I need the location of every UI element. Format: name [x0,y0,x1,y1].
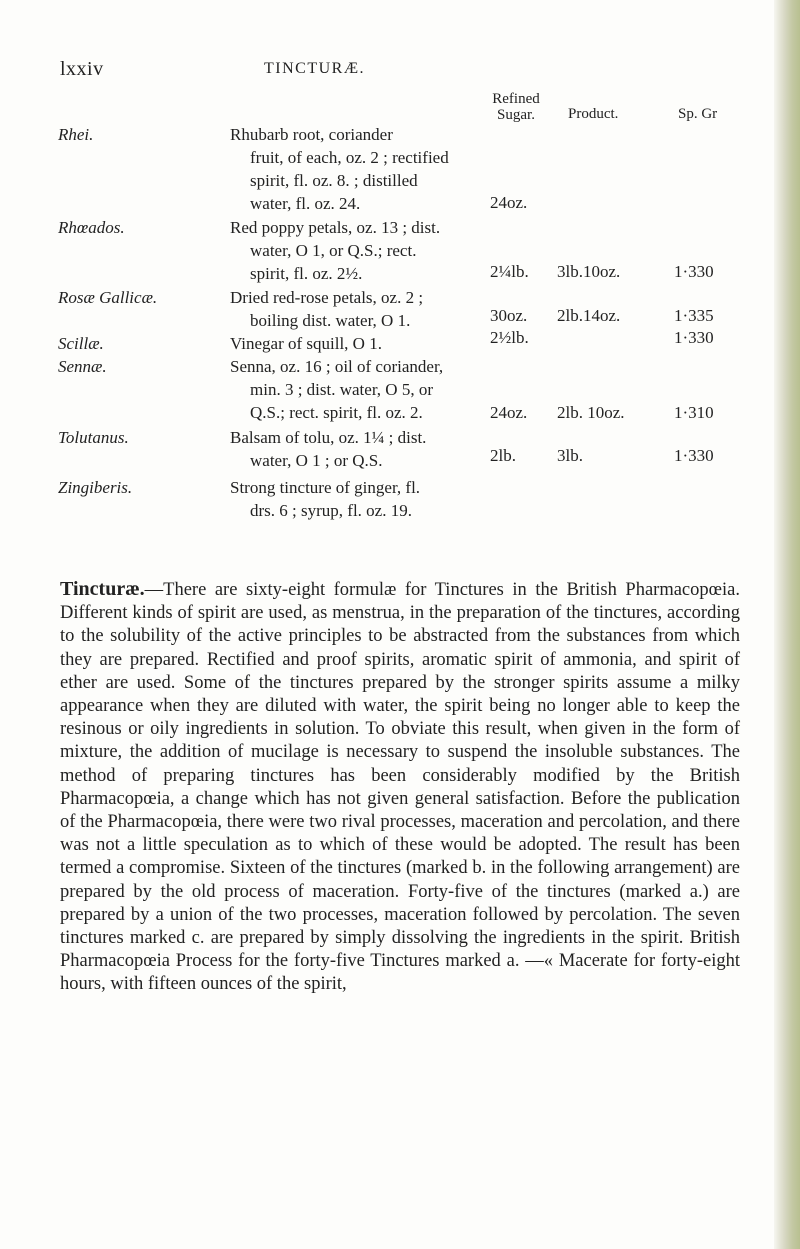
cell-sugar-rosae-gallicae: 30oz. [490,306,528,325]
row-desc-line: Q.S.; rect. spirit, fl. oz. 2. [250,403,423,422]
row-desc-rosae-gallicae [230,286,485,332]
column-header-refined-line2: Sugar. [497,107,535,123]
cell-sugar-rhoeados: 2¼lb. [490,262,529,281]
row-desc-line: spirit, fl. oz. 8. ; distilled [250,171,418,190]
cell-product-sennae: 2lb. 10oz. [557,403,625,422]
cell-spgr-rhoeados: 1·330 [674,262,714,281]
page-number: lxxiv [60,58,104,80]
row-desc-line: Rhubarb root, coriander [230,125,393,144]
column-header-product: Product. [568,106,619,122]
row-desc-line: water, O 1 ; or Q.S. [250,451,383,470]
cell-product-rosae-gallicae: 2lb.14oz. [557,306,621,325]
row-desc-line: Strong tincture of ginger, fl. [230,478,421,497]
row-desc-line: drs. 6 ; syrup, fl. oz. 19. [250,501,412,520]
row-label-sennae: Sennæ. [58,357,107,376]
column-header-refined-sugar [483,91,549,123]
cell-sugar-sennae: 24oz. [490,403,528,422]
row-desc-line: water, fl. oz. 24. [250,194,361,213]
row-desc-rhei [230,123,485,215]
cell-sugar-tolutanus: 2lb. [490,446,516,465]
row-desc-line: Senna, oz. 16 ; oil of coriander, [230,357,444,376]
row-desc-line: spirit, fl. oz. 2½. [250,264,363,283]
row-label-rosae-gallicae: Rosæ Gallicæ. [58,288,158,307]
row-label-zingiberis: Zingiberis. [58,478,133,497]
row-desc-tolutanus [230,426,485,472]
paragraph-body: —There are sixty-eight formulæ for Tinctures in the British Pharmacopœia. Different kinds of spirit are used, as menstrua, in the preparation of the tinctures, according to the solubility of the active principles to be abstracted from the substances from which they are prepared. Rectified and proof spirits, aromatic spirit of ammonia, and spirit of ether are used. Some of the tinctures prepared by the stronger spirits assume a milky appearance when they are diluted with water, the spirit being no longer able to keep the resinous or oily ingredients in solution. To obviate this result, when given in the form of mixture, the addition of mucilage is necessary to suspend the insoluble substances. The method of preparing tinctures has been considerably modified by the British Pharmacopœia, a change which has not given general satisfaction. Before the publication of the Pharmacopœia, there were two rival processes, maceration and percolation, and there was not a little speculation as to which of these would be adopted. The result has been termed a compromise. Sixteen of the tinctures (marked b. in the following arrangement) are prepared by the old process of maceration. Forty-five of the tinctures (marked a.) are prepared by a union of the two processes, maceration followed by percolation. The seven tinctures marked c. are prepared by simply dissolving the ingredients in the spirit. British Pharmacopœia Process for the forty-five Tinctures marked a. —« Macerate for forty-eight hours, with fifteen ounces of the spirit, [60,580,740,995]
cell-spgr-rosae-gallicae: 1·335 [674,306,714,325]
cell-sugar-rhei: 24oz. [490,193,528,212]
running-head [60,58,740,84]
row-desc-line: water, O 1, or Q.S.; rect. [250,241,417,260]
row-desc-line: boiling dist. water, O 1. [250,311,411,330]
column-header-sp-gr: Sp. Gr [678,106,718,122]
paragraph-heading: Tincturæ. [60,578,145,600]
cell-spgr-sennae: 1·310 [674,403,714,422]
paragraph-text [60,578,740,997]
row-label-rhoeados: Rhœados. [58,218,125,237]
cell-product-tolutanus: 3lb. [557,446,583,465]
row-desc-zingiberis [230,476,485,522]
row-desc-line: fruit, of each, oz. 2 ; rectified [250,148,449,167]
page-edge-shadow [774,0,800,1249]
column-header-refined-line1: Refined [492,91,540,107]
row-desc-line: Red poppy petals, oz. 13 ; dist. [230,218,441,237]
cell-sugar-scillae: 2½lb. [490,328,529,347]
body-paragraph [60,578,740,997]
row-label-scillae: Scillæ. [58,334,104,353]
cell-spgr-scillae: 1·330 [674,328,714,347]
row-desc-sennae [230,355,485,424]
row-desc-scillae [230,332,485,355]
row-desc-rhoeados [230,216,485,285]
running-title: TINCTURÆ. [264,60,366,77]
row-desc-line: Dried red-rose petals, oz. 2 ; [230,288,424,307]
row-desc-line: Vinegar of squill, O 1. [230,334,382,353]
cell-product-rhoeados: 3lb.10oz. [557,262,621,281]
cell-spgr-tolutanus: 1·330 [674,446,714,465]
row-desc-line: Balsam of tolu, oz. 1¼ ; dist. [230,428,427,447]
row-label-tolutanus: Tolutanus. [58,428,129,447]
row-desc-line: min. 3 ; dist. water, O 5, or [250,380,433,399]
row-label-rhei: Rhei. [58,125,94,144]
